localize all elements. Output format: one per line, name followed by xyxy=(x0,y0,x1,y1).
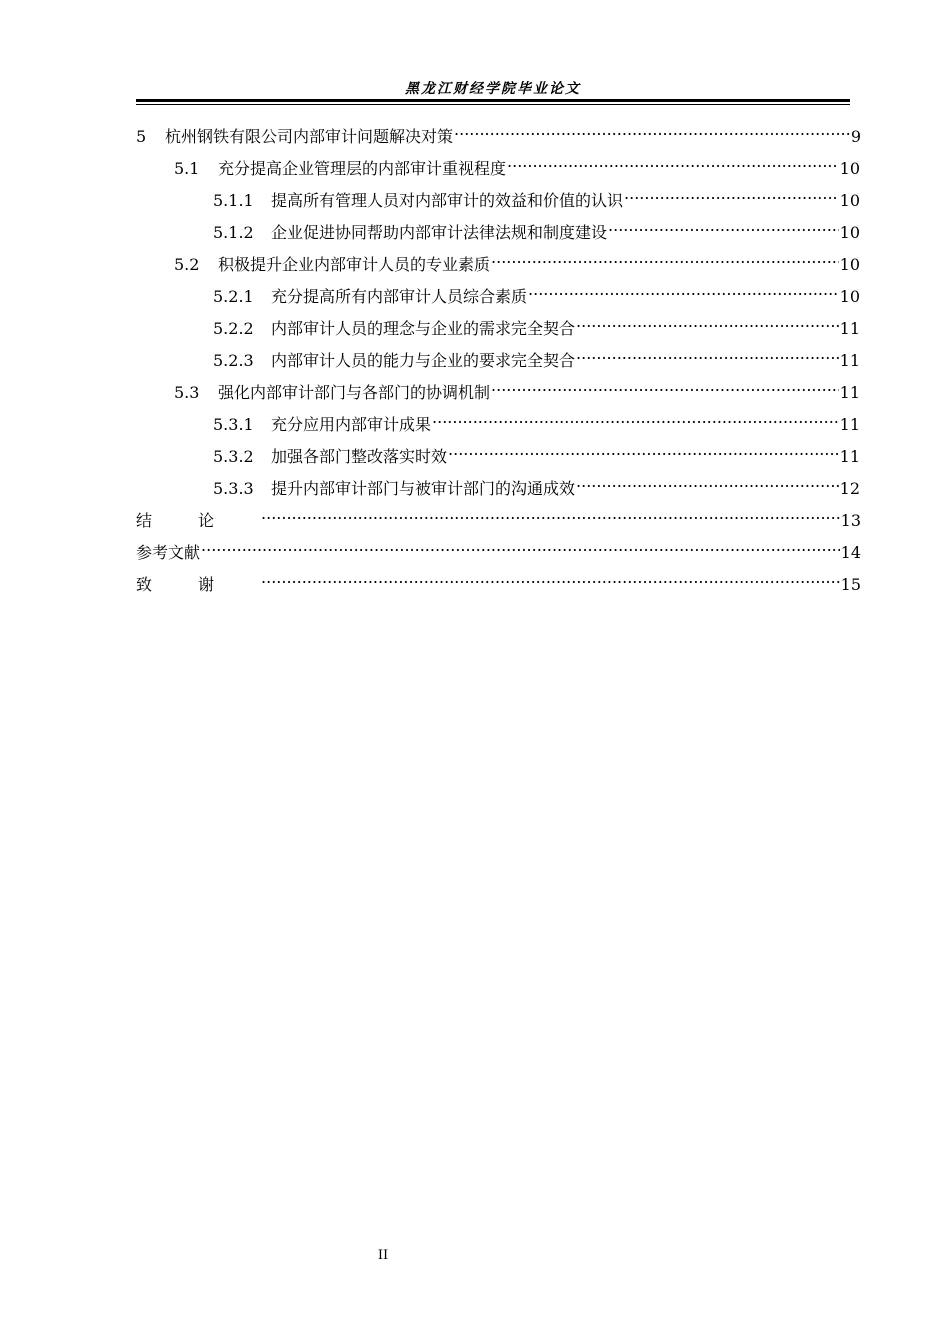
toc-entry-number: 5.1.2 xyxy=(213,223,254,242)
toc-entry-number: 5.2.3 xyxy=(213,351,254,370)
toc-entry-page: 15 xyxy=(840,575,861,594)
toc-entry-page: 9 xyxy=(850,127,861,146)
toc-entry-number: 5.2.1 xyxy=(213,287,254,306)
dot-leader xyxy=(261,502,840,526)
toc-entry-title: 参考文献 xyxy=(136,543,201,562)
dot-leader xyxy=(448,438,839,462)
toc-entry-number: 5.1.1 xyxy=(213,191,254,210)
toc-entry[interactable] xyxy=(174,150,860,178)
toc-entry[interactable] xyxy=(213,406,860,434)
toc-entry-title: 内部审计人员的理念与企业的需求完全契合 xyxy=(271,319,576,338)
toc-entry-page: 12 xyxy=(839,479,860,498)
toc-entry-title: 企业促进协同帮助内部审计法律法规和制度建设 xyxy=(271,223,608,242)
toc-entry-references[interactable] xyxy=(136,534,861,562)
toc-entry-page: 10 xyxy=(839,223,860,242)
toc-entry-number: 5.3.2 xyxy=(213,447,254,466)
dot-leader xyxy=(576,342,839,366)
toc-entry-page: 11 xyxy=(839,447,860,466)
toc-entry-number: 5.2.2 xyxy=(213,319,254,338)
toc-entry-page: 11 xyxy=(839,383,860,402)
dot-leader xyxy=(432,406,839,430)
toc-entry-page: 11 xyxy=(839,415,860,434)
header-rule-thin xyxy=(136,104,850,105)
toc-entry-page: 13 xyxy=(840,511,861,530)
dot-leader xyxy=(528,278,839,302)
toc-entry[interactable] xyxy=(213,342,860,370)
toc-entry[interactable] xyxy=(136,118,861,146)
toc-entry[interactable] xyxy=(213,310,860,338)
toc-entry-page: 11 xyxy=(839,319,860,338)
toc-entry-title: 充分提高企业管理层的内部审计重视程度 xyxy=(218,159,507,178)
dot-leader xyxy=(491,246,839,270)
toc-entry-title: 强化内部审计部门与各部门的协调机制 xyxy=(218,383,491,402)
dot-leader xyxy=(454,118,850,142)
dot-leader xyxy=(608,214,839,238)
toc-entry-number: 5.3.3 xyxy=(213,479,254,498)
page-header-title: 黑龙江财经学院毕业论文 xyxy=(405,81,581,97)
toc-entry-title: 积极提升企业内部审计人员的专业素质 xyxy=(218,255,491,274)
toc-entry-number: 5.2 xyxy=(174,255,200,274)
page-number: II xyxy=(377,1248,389,1263)
toc-entry-number: 5.3 xyxy=(174,383,200,402)
toc-entry-page: 10 xyxy=(839,255,860,274)
toc-entry[interactable] xyxy=(213,278,860,306)
toc-entry-title: 充分提高所有内部审计人员综合素质 xyxy=(271,287,528,306)
toc-entry-title: 加强各部门整改落实时效 xyxy=(271,447,448,466)
header-rule-thick xyxy=(136,99,850,102)
toc-entry-title: 致谢 xyxy=(136,575,261,594)
dot-leader xyxy=(261,566,840,590)
toc-entry-page: 14 xyxy=(840,543,861,562)
toc-entry[interactable] xyxy=(213,182,860,210)
toc-entry-title: 内部审计人员的能力与企业的要求完全契合 xyxy=(271,351,576,370)
toc-entry-page: 10 xyxy=(839,287,860,306)
toc-entry-title: 杭州钢铁有限公司内部审计问题解决对策 xyxy=(165,127,454,146)
toc-entry-title: 结论 xyxy=(136,511,261,530)
toc-entry[interactable] xyxy=(213,438,860,466)
toc-entry-page: 10 xyxy=(839,159,860,178)
dot-leader xyxy=(624,182,839,206)
toc-entry-number: 5.3.1 xyxy=(213,415,254,434)
toc-entry-page: 10 xyxy=(839,191,860,210)
toc-entry[interactable] xyxy=(174,246,860,274)
dot-leader xyxy=(576,470,839,494)
toc-entry[interactable] xyxy=(213,214,860,242)
toc-entry-number: 5.1 xyxy=(174,159,200,178)
dot-leader xyxy=(507,150,839,174)
toc-entry-title: 充分应用内部审计成果 xyxy=(271,415,432,434)
toc-entry-number: 5 xyxy=(136,127,147,146)
dot-leader xyxy=(201,534,840,558)
toc-entry-acknowledgements[interactable] xyxy=(136,566,861,594)
toc-entry-title: 提升内部审计部门与被审计部门的沟通成效 xyxy=(271,479,576,498)
dot-leader xyxy=(576,310,839,334)
toc-entry-conclusion[interactable] xyxy=(136,502,861,530)
toc-entry[interactable] xyxy=(174,374,860,402)
toc-entry-title: 提高所有管理人员对内部审计的效益和价值的认识 xyxy=(271,191,624,210)
dot-leader xyxy=(491,374,839,398)
toc-entry-page: 11 xyxy=(839,351,860,370)
toc-entry[interactable] xyxy=(213,470,860,498)
